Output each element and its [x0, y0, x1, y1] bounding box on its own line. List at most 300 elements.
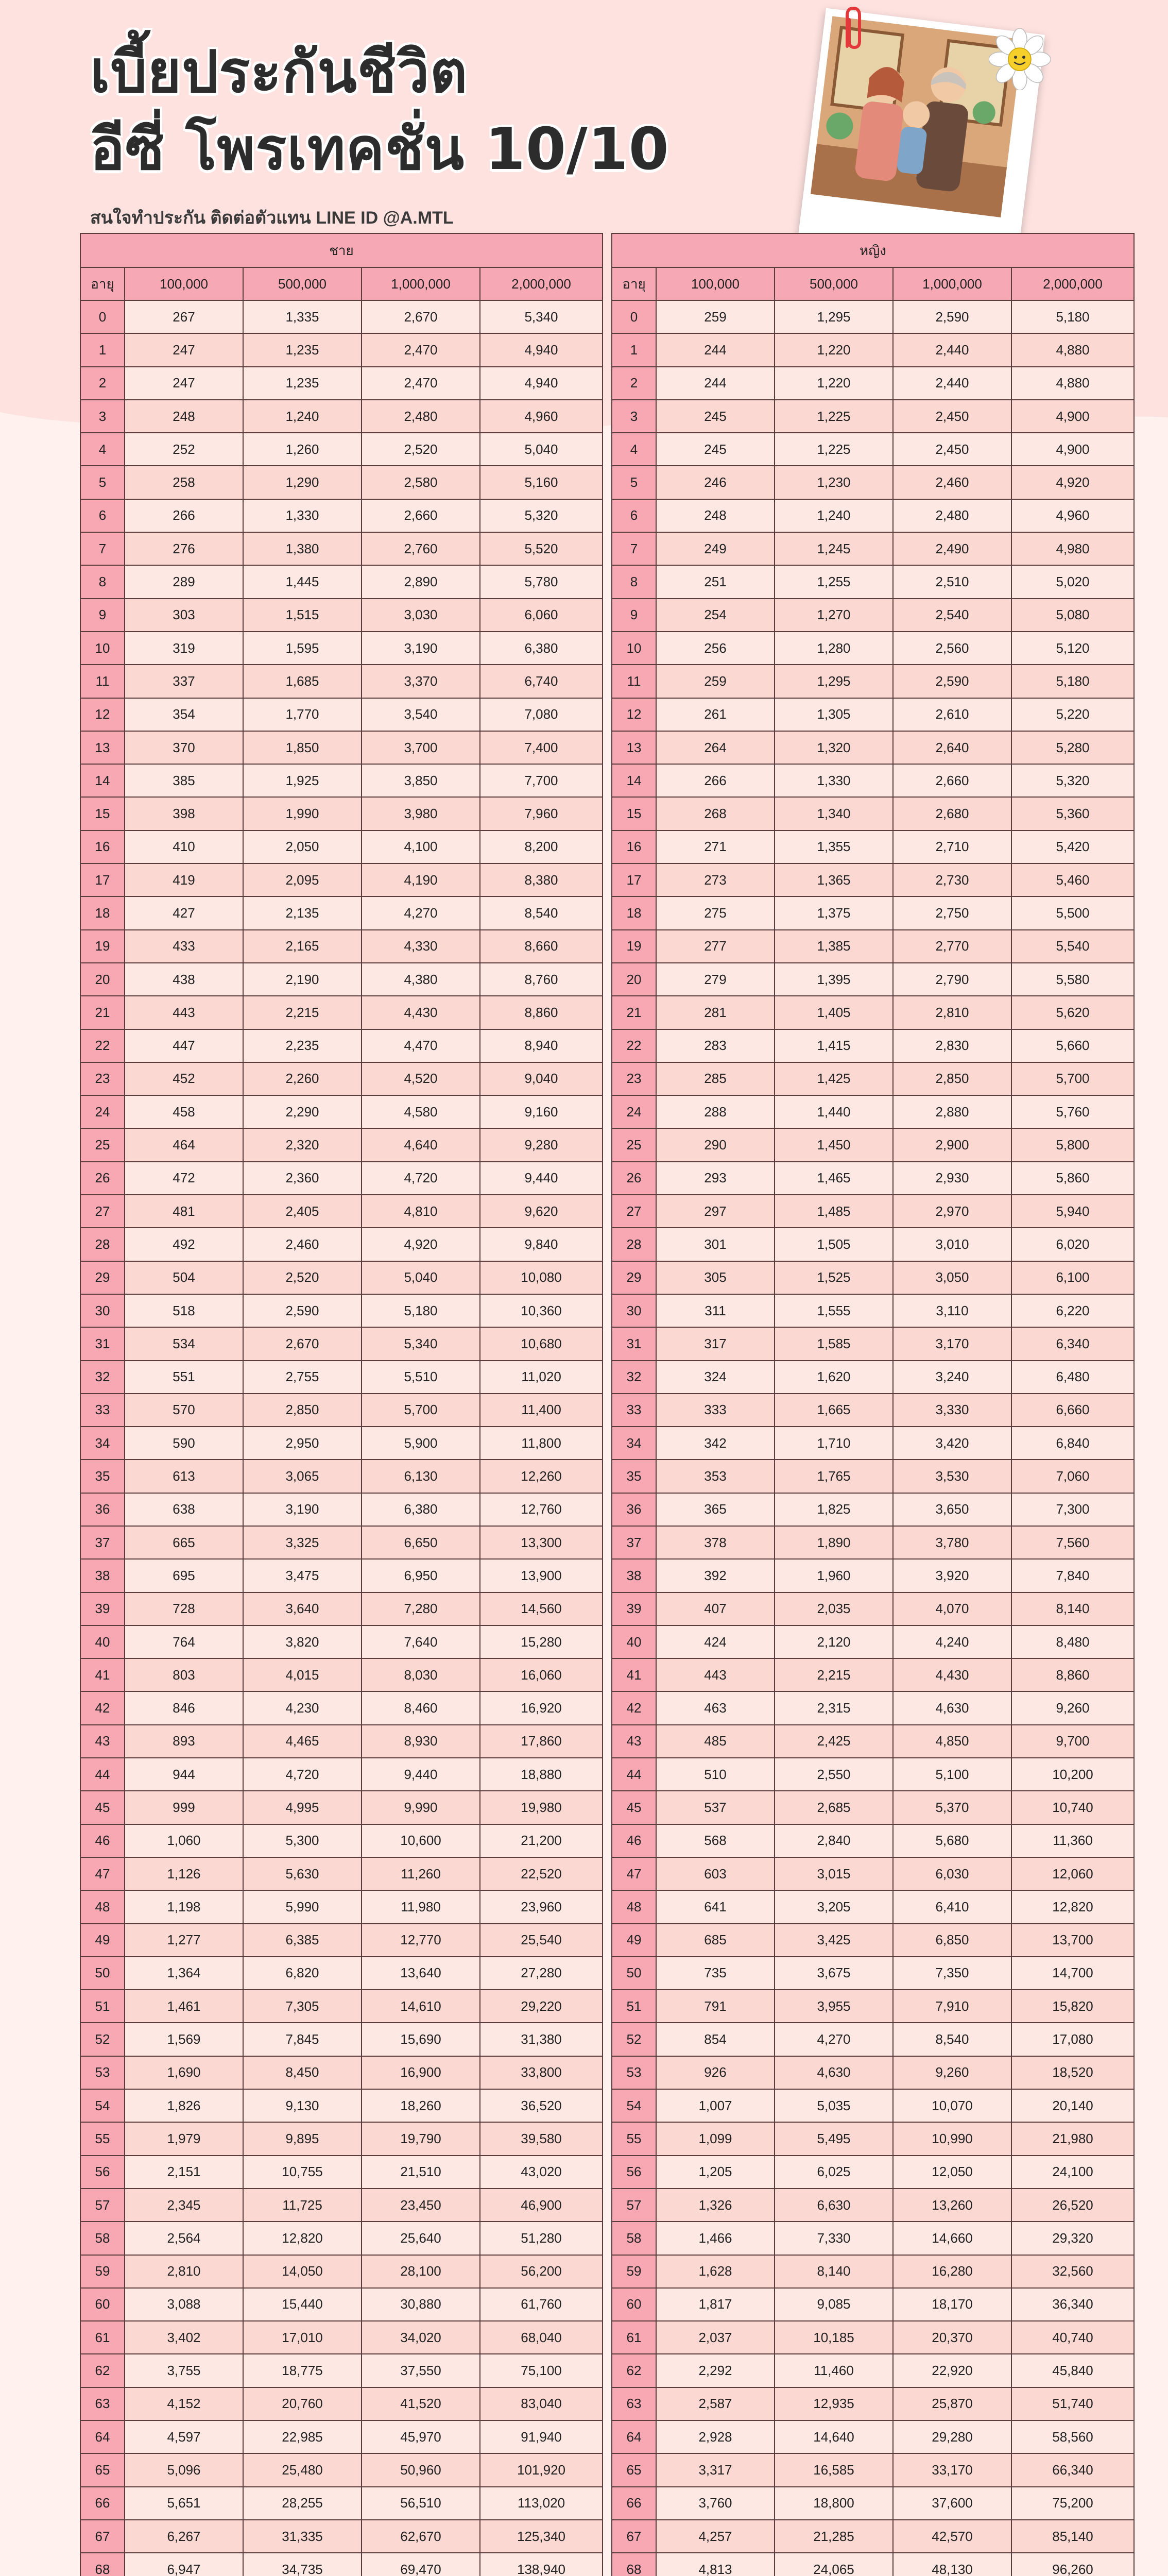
premium-cell: 2,480 — [893, 499, 1011, 532]
premium-cell: 43,020 — [480, 2156, 603, 2189]
age-cell: 32 — [612, 1361, 656, 1394]
age-cell: 25 — [80, 1128, 125, 1161]
premium-cell: 264 — [656, 731, 775, 764]
premium-cell: 13,900 — [480, 1559, 603, 1592]
premium-cell: 13,700 — [1011, 1924, 1134, 1957]
premium-cell: 268 — [656, 797, 775, 830]
premium-cell: 1,620 — [775, 1361, 893, 1394]
premium-cell: 1,440 — [775, 1095, 893, 1128]
premium-cell: 14,640 — [775, 2420, 893, 2453]
table-row — [612, 2189, 1134, 2222]
premium-cell: 5,900 — [362, 1427, 480, 1460]
premium-cell: 11,460 — [775, 2354, 893, 2387]
table-row — [612, 2255, 1134, 2288]
premium-cell: 1,979 — [125, 2122, 243, 2155]
premium-cell: 20,140 — [1011, 2089, 1134, 2122]
premium-cell: 2,590 — [893, 665, 1011, 698]
premium-cell: 365 — [656, 1493, 775, 1526]
table-row — [80, 1758, 603, 1791]
premium-cell: 8,140 — [1011, 1592, 1134, 1625]
age-cell: 34 — [612, 1427, 656, 1460]
premium-cell: 791 — [656, 1990, 775, 2023]
premium-cell: 1,277 — [125, 1924, 243, 1957]
premium-cell: 290 — [656, 1128, 775, 1161]
premium-cell: 2,670 — [243, 1327, 362, 1360]
table-row — [80, 300, 603, 333]
premium-cell: 1,230 — [775, 466, 893, 499]
premium-cell: 2,560 — [893, 632, 1011, 665]
age-cell: 20 — [612, 963, 656, 996]
premium-cell: 1,770 — [243, 698, 362, 731]
table-row — [612, 1691, 1134, 1724]
premium-cell: 5,370 — [893, 1791, 1011, 1824]
table-row — [612, 1857, 1134, 1890]
gender-header-female: หญิง — [612, 233, 1134, 267]
premium-cell: 45,840 — [1011, 2354, 1134, 2387]
age-cell: 6 — [612, 499, 656, 532]
table-row — [80, 499, 603, 532]
premium-cell: 2,950 — [243, 1427, 362, 1460]
age-cell: 30 — [612, 1294, 656, 1327]
premium-cell: 31,335 — [243, 2520, 362, 2553]
premium-cell: 1,628 — [656, 2255, 775, 2288]
premium-cell: 7,910 — [893, 1990, 1011, 2023]
premium-cell: 22,520 — [480, 1857, 603, 1890]
premium-cell: 244 — [656, 367, 775, 400]
table-row — [612, 532, 1134, 565]
premium-cell: 3,317 — [656, 2453, 775, 2486]
age-cell: 10 — [612, 632, 656, 665]
premium-cell: 31,380 — [480, 2023, 603, 2056]
premium-cell: 15,440 — [243, 2288, 362, 2321]
age-cell: 53 — [612, 2056, 656, 2089]
premium-cell: 2,035 — [775, 1592, 893, 1625]
premium-cell: 247 — [125, 367, 243, 400]
age-cell: 21 — [612, 996, 656, 1029]
premium-cell: 1,364 — [125, 1957, 243, 1990]
table-row — [612, 1427, 1134, 1460]
premium-cell: 1,380 — [243, 532, 362, 565]
age-cell: 49 — [612, 1924, 656, 1957]
premium-cell: 24,065 — [775, 2553, 893, 2576]
premium-cell: 18,800 — [775, 2487, 893, 2520]
premium-cell: 7,700 — [480, 764, 603, 797]
table-row — [80, 1460, 603, 1493]
premium-cell: 7,300 — [1011, 1493, 1134, 1526]
premium-cell: 6,025 — [775, 2156, 893, 2189]
age-cell: 52 — [80, 2023, 125, 2056]
age-cell: 43 — [80, 1725, 125, 1758]
premium-cell: 1,340 — [775, 797, 893, 830]
premium-cell: 613 — [125, 1460, 243, 1493]
premium-cell: 665 — [125, 1526, 243, 1559]
premium-cell: 944 — [125, 1758, 243, 1791]
premium-cell: 3,370 — [362, 665, 480, 698]
premium-cell: 19,980 — [480, 1791, 603, 1824]
premium-cell: 728 — [125, 1592, 243, 1625]
premium-cell: 2,260 — [243, 1062, 362, 1095]
age-cell: 56 — [80, 2156, 125, 2189]
premium-cell: 4,960 — [480, 400, 603, 433]
table-row — [80, 565, 603, 598]
premium-cell: 9,620 — [480, 1195, 603, 1228]
premium-cell: 25,480 — [243, 2453, 362, 2486]
premium-cell: 301 — [656, 1228, 775, 1261]
age-cell: 60 — [80, 2288, 125, 2321]
premium-cell: 4,995 — [243, 1791, 362, 1824]
premium-cell: 6,380 — [362, 1493, 480, 1526]
premium-cell: 3,330 — [893, 1394, 1011, 1427]
premium-cell: 4,813 — [656, 2553, 775, 2576]
premium-cell: 285 — [656, 1062, 775, 1095]
table-row — [80, 1195, 603, 1228]
premium-cell: 433 — [125, 930, 243, 963]
premium-cell: 8,760 — [480, 963, 603, 996]
premium-cell: 14,700 — [1011, 1957, 1134, 1990]
premium-cell: 25,640 — [362, 2222, 480, 2255]
premium-cell: 1,505 — [775, 1228, 893, 1261]
age-cell: 36 — [612, 1493, 656, 1526]
table-row — [612, 1327, 1134, 1360]
table-row — [80, 930, 603, 963]
table-row — [80, 1725, 603, 1758]
premium-cell: 443 — [125, 996, 243, 1029]
premium-cell: 2,840 — [775, 1824, 893, 1857]
premium-cell: 2,890 — [362, 565, 480, 598]
age-cell: 66 — [80, 2487, 125, 2520]
paperclip-icon — [839, 5, 865, 52]
table-row — [80, 797, 603, 830]
table-row — [612, 1924, 1134, 1957]
premium-cell: 5,780 — [480, 565, 603, 598]
premium-cell: 8,030 — [362, 1658, 480, 1691]
age-cell: 61 — [612, 2321, 656, 2354]
age-cell: 45 — [80, 1791, 125, 1824]
premium-cell: 4,230 — [243, 1691, 362, 1724]
premium-cell: 39,580 — [480, 2122, 603, 2155]
age-cell: 23 — [612, 1062, 656, 1095]
premium-cell: 2,900 — [893, 1128, 1011, 1161]
age-cell: 62 — [612, 2354, 656, 2387]
premium-cell: 3,425 — [775, 1924, 893, 1957]
table-row — [80, 2255, 603, 2288]
page-title-line2: อีซี่ โพรเทคชั่น 10/10 — [90, 116, 669, 183]
premium-cell: 7,840 — [1011, 1559, 1134, 1592]
premium-cell: 3,475 — [243, 1559, 362, 1592]
premium-cell: 333 — [656, 1394, 775, 1427]
age-cell: 47 — [612, 1857, 656, 1890]
premium-cell: 8,380 — [480, 863, 603, 896]
premium-cell: 75,100 — [480, 2354, 603, 2387]
age-cell: 33 — [80, 1394, 125, 1427]
premium-cell: 398 — [125, 797, 243, 830]
table-row — [80, 2354, 603, 2387]
premium-cell: 5,540 — [1011, 930, 1134, 963]
age-cell: 49 — [80, 1924, 125, 1957]
age-cell: 58 — [612, 2222, 656, 2255]
premium-cell: 1,466 — [656, 2222, 775, 2255]
age-cell: 48 — [612, 1890, 656, 1923]
premium-cell: 10,070 — [893, 2089, 1011, 2122]
table-row — [80, 1294, 603, 1327]
table-row — [612, 632, 1134, 665]
premium-cell: 6,820 — [243, 1957, 362, 1990]
premium-cell: 2,235 — [243, 1029, 362, 1062]
premium-cell: 36,520 — [480, 2089, 603, 2122]
table-row — [612, 367, 1134, 400]
age-cell: 24 — [612, 1095, 656, 1128]
premium-cell: 1,260 — [243, 433, 362, 466]
premium-cell: 1,405 — [775, 996, 893, 1029]
table-row — [612, 499, 1134, 532]
age-cell: 47 — [80, 1857, 125, 1890]
premium-cell: 3,402 — [125, 2321, 243, 2354]
age-cell: 65 — [80, 2453, 125, 2486]
age-cell: 36 — [80, 1493, 125, 1526]
premium-cell: 6,100 — [1011, 1261, 1134, 1294]
premium-cell: 1,569 — [125, 2023, 243, 2056]
premium-cell: 25,870 — [893, 2387, 1011, 2420]
premium-cell: 5,340 — [362, 1327, 480, 1360]
premium-cell: 2,770 — [893, 930, 1011, 963]
premium-cell: 4,580 — [362, 1095, 480, 1128]
premium-cell: 5,500 — [1011, 896, 1134, 929]
premium-cell: 10,080 — [480, 1261, 603, 1294]
table-row — [612, 896, 1134, 929]
age-cell: 50 — [80, 1957, 125, 1990]
premium-cell: 4,270 — [775, 2023, 893, 2056]
premium-cell: 2,450 — [893, 400, 1011, 433]
premium-cell: 2,564 — [125, 2222, 243, 2255]
table-row — [80, 2420, 603, 2453]
age-cell: 15 — [612, 797, 656, 830]
premium-cell: 5,035 — [775, 2089, 893, 2122]
premium-cell: 297 — [656, 1195, 775, 1228]
table-row — [80, 863, 603, 896]
premium-cell: 1,415 — [775, 1029, 893, 1062]
premium-cell: 2,450 — [893, 433, 1011, 466]
premium-cell: 392 — [656, 1559, 775, 1592]
premium-cell: 1,220 — [775, 333, 893, 366]
table-row — [80, 2520, 603, 2553]
premium-cell: 68,040 — [480, 2321, 603, 2354]
age-cell: 67 — [612, 2520, 656, 2553]
premium-cell: 2,928 — [656, 2420, 775, 2453]
age-cell: 0 — [80, 300, 125, 333]
premium-cell: 5,160 — [480, 466, 603, 499]
premium-cell: 10,990 — [893, 2122, 1011, 2155]
age-cell: 30 — [80, 1294, 125, 1327]
age-cell: 63 — [612, 2387, 656, 2420]
premium-cell: 21,200 — [480, 1824, 603, 1857]
column-header-500000: 500,000 — [243, 267, 362, 300]
table-row — [80, 1162, 603, 1195]
premium-cell: 3,110 — [893, 1294, 1011, 1327]
premium-cell: 32,560 — [1011, 2255, 1134, 2288]
age-cell: 29 — [612, 1261, 656, 1294]
age-cell: 41 — [80, 1658, 125, 1691]
premium-cell: 9,260 — [1011, 1691, 1134, 1724]
premium-cell: 2,460 — [893, 466, 1011, 499]
premium-cell: 846 — [125, 1691, 243, 1724]
premium-cell: 276 — [125, 532, 243, 565]
premium-cell: 2,315 — [775, 1691, 893, 1724]
premium-cell: 2,215 — [775, 1658, 893, 1691]
table-row — [80, 1394, 603, 1427]
premium-cell: 4,240 — [893, 1625, 1011, 1658]
premium-cell: 1,295 — [775, 300, 893, 333]
age-cell: 42 — [80, 1691, 125, 1724]
premium-cell: 66,340 — [1011, 2453, 1134, 2486]
premium-cell: 9,260 — [893, 2056, 1011, 2089]
premium-cell: 3,065 — [243, 1460, 362, 1493]
premium-cell: 353 — [656, 1460, 775, 1493]
table-row — [612, 1195, 1134, 1228]
premium-cell: 247 — [125, 333, 243, 366]
premium-cell: 41,520 — [362, 2387, 480, 2420]
age-cell: 44 — [80, 1758, 125, 1791]
premium-cell: 48,130 — [893, 2553, 1011, 2576]
premium-cell: 273 — [656, 863, 775, 896]
age-cell: 38 — [80, 1559, 125, 1592]
premium-cell: 15,820 — [1011, 1990, 1134, 2023]
premium-cell: 125,340 — [480, 2520, 603, 2553]
table-row — [612, 2089, 1134, 2122]
premium-cell: 2,470 — [362, 367, 480, 400]
age-cell: 8 — [612, 565, 656, 598]
table-row — [612, 2321, 1134, 2354]
table-row — [612, 1460, 1134, 1493]
age-cell: 7 — [612, 532, 656, 565]
premium-cell: 1,235 — [243, 333, 362, 366]
premium-cell: 10,200 — [1011, 1758, 1134, 1791]
premium-cell: 518 — [125, 1294, 243, 1327]
premium-cell: 2,710 — [893, 831, 1011, 863]
table-row — [80, 1361, 603, 1394]
premium-cell: 9,440 — [362, 1758, 480, 1791]
daisy-icon — [989, 28, 1051, 90]
premium-cell: 5,460 — [1011, 863, 1134, 896]
table-row — [80, 2089, 603, 2122]
premium-cell: 695 — [125, 1559, 243, 1592]
premium-cell: 2,850 — [243, 1394, 362, 1427]
table-row — [80, 333, 603, 366]
premium-cell: 248 — [656, 499, 775, 532]
age-cell: 68 — [80, 2553, 125, 2576]
premium-cell: 1,450 — [775, 1128, 893, 1161]
premium-cell: 4,380 — [362, 963, 480, 996]
premium-cell: 570 — [125, 1394, 243, 1427]
premium-cell: 2,730 — [893, 863, 1011, 896]
age-cell: 37 — [612, 1526, 656, 1559]
premium-cell: 10,185 — [775, 2321, 893, 2354]
premium-cell: 510 — [656, 1758, 775, 1791]
premium-cell: 803 — [125, 1658, 243, 1691]
age-cell: 4 — [612, 433, 656, 466]
table-row — [80, 632, 603, 665]
premium-cell: 4,720 — [243, 1758, 362, 1791]
premium-cell: 14,660 — [893, 2222, 1011, 2255]
age-cell: 7 — [80, 532, 125, 565]
premium-cell: 638 — [125, 1493, 243, 1526]
age-cell: 34 — [80, 1427, 125, 1460]
premium-cell: 2,590 — [243, 1294, 362, 1327]
premium-cell: 1,425 — [775, 1062, 893, 1095]
premium-cell: 11,800 — [480, 1427, 603, 1460]
premium-cell: 5,100 — [893, 1758, 1011, 1791]
age-cell: 4 — [80, 433, 125, 466]
premium-cell: 1,220 — [775, 367, 893, 400]
premium-cell: 245 — [656, 400, 775, 433]
premium-cell: 4,720 — [362, 1162, 480, 1195]
premium-cell: 6,480 — [1011, 1361, 1134, 1394]
table-row — [612, 2487, 1134, 2520]
premium-cell: 13,300 — [480, 1526, 603, 1559]
table-row — [612, 1824, 1134, 1857]
premium-cell: 7,330 — [775, 2222, 893, 2255]
premium-cell: 50,960 — [362, 2453, 480, 2486]
column-header-500000: 500,000 — [775, 267, 893, 300]
premium-cell: 8,860 — [1011, 1658, 1134, 1691]
age-cell: 27 — [80, 1195, 125, 1228]
table-row — [612, 1957, 1134, 1990]
premium-cell: 8,450 — [243, 2056, 362, 2089]
premium-cell: 424 — [656, 1625, 775, 1658]
premium-cell: 447 — [125, 1029, 243, 1062]
premium-cell: 23,450 — [362, 2189, 480, 2222]
premium-cell: 22,985 — [243, 2420, 362, 2453]
table-row — [612, 1758, 1134, 1791]
premium-cell: 370 — [125, 731, 243, 764]
premium-cell: 4,015 — [243, 1658, 362, 1691]
age-cell: 14 — [612, 764, 656, 797]
premium-cell: 12,770 — [362, 1924, 480, 1957]
age-cell: 65 — [612, 2453, 656, 2486]
premium-cell: 9,440 — [480, 1162, 603, 1195]
age-cell: 8 — [80, 565, 125, 598]
premium-cell: 3,088 — [125, 2288, 243, 2321]
premium-cell: 3,760 — [656, 2487, 775, 2520]
premium-cell: 3,850 — [362, 764, 480, 797]
premium-cell: 2,470 — [362, 333, 480, 366]
premium-cell: 30,880 — [362, 2288, 480, 2321]
premium-cell: 1,395 — [775, 963, 893, 996]
table-row — [80, 1924, 603, 1957]
premium-cell: 6,950 — [362, 1559, 480, 1592]
premium-cell: 17,010 — [243, 2321, 362, 2354]
premium-cell: 7,305 — [243, 1990, 362, 2023]
premium-cell: 33,170 — [893, 2453, 1011, 2486]
age-cell: 6 — [80, 499, 125, 532]
table-row — [612, 2023, 1134, 2056]
premium-cell: 1,330 — [775, 764, 893, 797]
premium-cell: 458 — [125, 1095, 243, 1128]
table-row — [80, 2387, 603, 2420]
premium-cell: 2,590 — [893, 300, 1011, 333]
table-row — [612, 1625, 1134, 1658]
premium-cell: 26,520 — [1011, 2189, 1134, 2222]
age-cell: 39 — [80, 1592, 125, 1625]
premium-cell: 764 — [125, 1625, 243, 1658]
premium-cell: 96,260 — [1011, 2553, 1134, 2576]
premium-cell: 14,050 — [243, 2255, 362, 2288]
premium-cell: 2,790 — [893, 963, 1011, 996]
age-cell: 58 — [80, 2222, 125, 2255]
premium-cell: 246 — [656, 466, 775, 499]
premium-cell: 4,597 — [125, 2420, 243, 2453]
premium-cell: 5,495 — [775, 2122, 893, 2155]
age-cell: 28 — [80, 1228, 125, 1261]
